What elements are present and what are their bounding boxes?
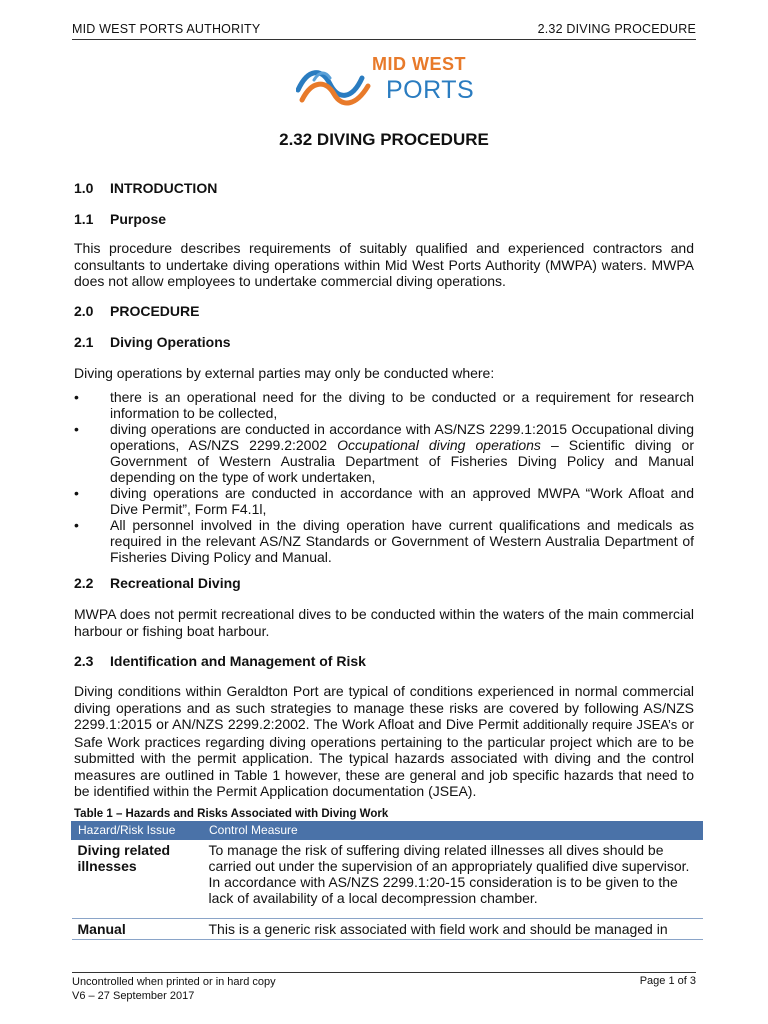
heading-diving-operations: 2.1 Diving Operations	[74, 334, 231, 350]
table-row	[72, 919, 703, 940]
header-divider	[72, 39, 696, 40]
heading-procedure: 2.0 PROCEDURE	[74, 303, 200, 319]
purpose-paragraph: This procedure describes requirements of suitably qualified and experienced contractors and consultants to undertake diving operations within Mid West Ports Authority (MWPA) waters. MWPA does not allow employees to undertake commercial diving operations.	[74, 240, 694, 289]
recreational-diving-paragraph: MWPA does not permit recreational dives to be conducted within the waters of the main commercial harbour or fishing boat harbour.	[74, 606, 694, 639]
diving-operations-intro: Diving operations by external parties may only be conducted where:	[74, 365, 495, 381]
header-document-name: 2.32 DIVING PROCEDURE	[537, 22, 696, 36]
table-header-control: Control Measure	[203, 822, 703, 840]
logo-text-ports: PORTS	[386, 76, 475, 104]
logo-text-mid-west: MID WEST	[372, 54, 466, 74]
table-cell-control: This is a generic risk associated with field work and should be managed in	[203, 919, 703, 940]
footer-version-text: V6 – 27 September 2017	[72, 990, 195, 1002]
list-item: • diving operations are conducted in accordance with an approved MWPA “Work Afloat and Dive Permit”, Form F4.1l,	[74, 485, 694, 517]
list-item: • there is an operational need for the diving to be conducted or a requirement for research information to be collected,	[74, 389, 694, 421]
table-row	[72, 840, 703, 919]
list-item: • All personnel involved in the diving operation have current qualifications and medicals as required in the relevant AS/NZ Standards or Government of Western Australia Department of Fisheries Diving Policy and Manual.	[74, 517, 694, 565]
footer-divider	[72, 972, 696, 973]
heading-purpose: 1.1 Purpose	[74, 211, 167, 227]
footer-control-note	[72, 975, 276, 1003]
list-item: • diving operations are conducted in accordance with AS/NZS 2299.1:2015 Occupational diving operations, AS/NZS 2299.2:2002 Occupational diving operations – Scientific diving or Government of Western Australia Department of Fisheries Diving Policy and Manual depending on the type of work undertaken,	[74, 421, 694, 485]
diving-conditions-list	[74, 389, 694, 565]
mid-west-ports-logo	[296, 52, 476, 112]
table-cell-hazard: Diving related illnesses	[72, 840, 203, 919]
table-cell-control: To manage the risk of suffering diving related illnesses all dives should be carried out under the supervision of an appropriately qualified dive supervisor. In accordance with AS/NZS 2299.1:20-15 consideration is to be given to the lack of availability of a local decompression chamber.	[203, 840, 703, 919]
table-header-hazard: Hazard/Risk Issue	[72, 822, 203, 840]
footer-uncontrolled-text: Uncontrolled when printed or in hard copy	[72, 976, 276, 988]
document-title: 2.32 DIVING PROCEDURE	[279, 130, 489, 149]
footer-page-number: Page 1 of 3	[639, 975, 696, 987]
table-cell-hazard: Manual	[72, 919, 203, 940]
header-authority-name: MID WEST PORTS AUTHORITY	[72, 22, 261, 36]
heading-risk-management: 2.3 Identification and Management of Risk	[74, 653, 366, 669]
heading-recreational-diving: 2.2 Recreational Diving	[74, 575, 241, 591]
risk-management-paragraph: Diving conditions within Geraldton Port are typical of conditions experienced in normal commercial diving operations and as such strategies to manage these risks are covered by following AS/NZS 2299.1:2015 or AN/NZS 2299.2:2002. The Work Afloat and Dive Permit additionally require JSEA’s or Safe Work practices regarding diving operations pertaining to the particular project which are to be submitted with the permit application. The typical hazards associated with diving and the control measures are outlined in Table 1 however, these are general and job specific hazards that need to be identified within the Permit Application documentation (JSEA).	[74, 683, 694, 799]
hazards-table	[71, 821, 703, 940]
heading-introduction: 1.0 INTRODUCTION	[74, 180, 218, 196]
wave-logo-icon	[296, 60, 376, 108]
table-caption: Table 1 – Hazards and Risks Associated with Diving Work	[74, 808, 389, 820]
